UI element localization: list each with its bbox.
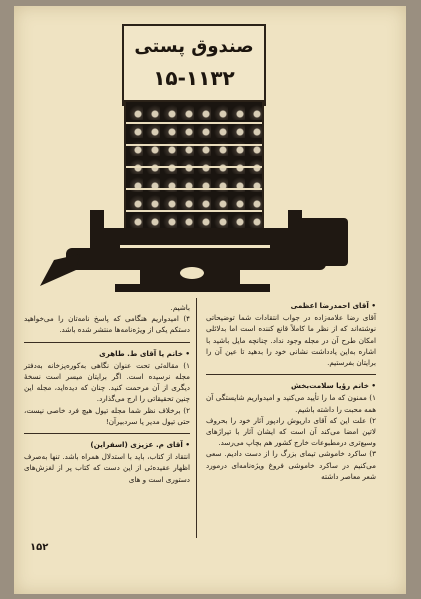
section-item: ۲) برخلاف نظر شما مجله تیول هیچ فرد خاصی نیست، حتی تیول مدیر یا سردبیرآن!	[24, 405, 190, 426]
section-item: ۴) امیدواریم هنگامی که پاسخ نامه‌تان را می‌خواهید دستکم یکی از ویژه‌نامه‌ها منتشر شده باشد.	[24, 314, 190, 335]
section-divider	[24, 342, 190, 343]
section-body: آقای رضا علامه‌زاده در جواب انتقادات شما توضیحاتی نوشته‌اند که از نظر ما کاملاً قانع کننده است اما بدلائلی امکان طرح آن در مجله وجود نداد. چنانچه مایل باشید با اشاره به‌این یادداشت نشانی خود را بدهید تا عین آن را برایتان بفرستیم.	[206, 313, 376, 368]
section-heading: • آقای احمدرضا اعظمی	[290, 301, 376, 310]
section-item: ۲) علت این که آقای داریوش رادپور آثار خود را بحروف لاتین امضا می‌کند آن است که ایشان آثار با تیراژهای وسیع‌تری درمطبوعات خارج کشور هم بچاپ می‌رسد.	[206, 415, 376, 448]
column-title: صندوق پستی	[134, 36, 254, 57]
section-heading: • خانم یا آقای ط. طاهری	[99, 348, 190, 358]
section-body: انتقاد از کتاب، باید با استدلال همراه باشد. تنها به‌صرف اظهار عقیده‌ئی از این دست که کتاب پر از لغزش‌های دستوری است و های	[24, 452, 190, 484]
column-divider	[196, 298, 197, 538]
typewriter-illustration	[40, 198, 350, 303]
continuation-text: باشیم.	[170, 303, 190, 312]
section-divider	[24, 433, 190, 434]
column-header-box	[122, 24, 266, 106]
section-item: ۱) مقاله‌ئی تحت عنوان نگاهی به‌کوره‌پزخانه به‌دفتر مجله نرسیده است. اگر برایتان میسر است نسخهٔ دیگری از آن مرحمت کنید. چنان که دیده‌اید، مجله این چنین تحقیقاتی را ارج می‌گذارد.	[24, 360, 190, 404]
left-column	[24, 302, 190, 485]
section-item: ۱) ممنون که ما را تأیید می‌کنید و امیدواریم شایستگی آن همه محبت را داشته باشیم.	[206, 393, 376, 414]
section-heading: • آقای م. عزیزی (اسفراین)	[90, 440, 190, 450]
page-number: ۱۵۲	[30, 542, 49, 553]
section-item: ۳) ساکرد خاموشی تیمای بزرگ را از دست دادیم. سعی می‌کنیم در ساکرد خاموشی فروغ ویژه‌نامه‌ای درمورد شعر معاصر داشته	[206, 449, 376, 481]
section-divider	[206, 374, 376, 375]
section-heading: • خانم رؤیا سلامت‌بخش	[291, 381, 376, 391]
right-column	[206, 300, 376, 482]
postbox-code: ۱۵-۱۱۳۲	[153, 66, 235, 90]
